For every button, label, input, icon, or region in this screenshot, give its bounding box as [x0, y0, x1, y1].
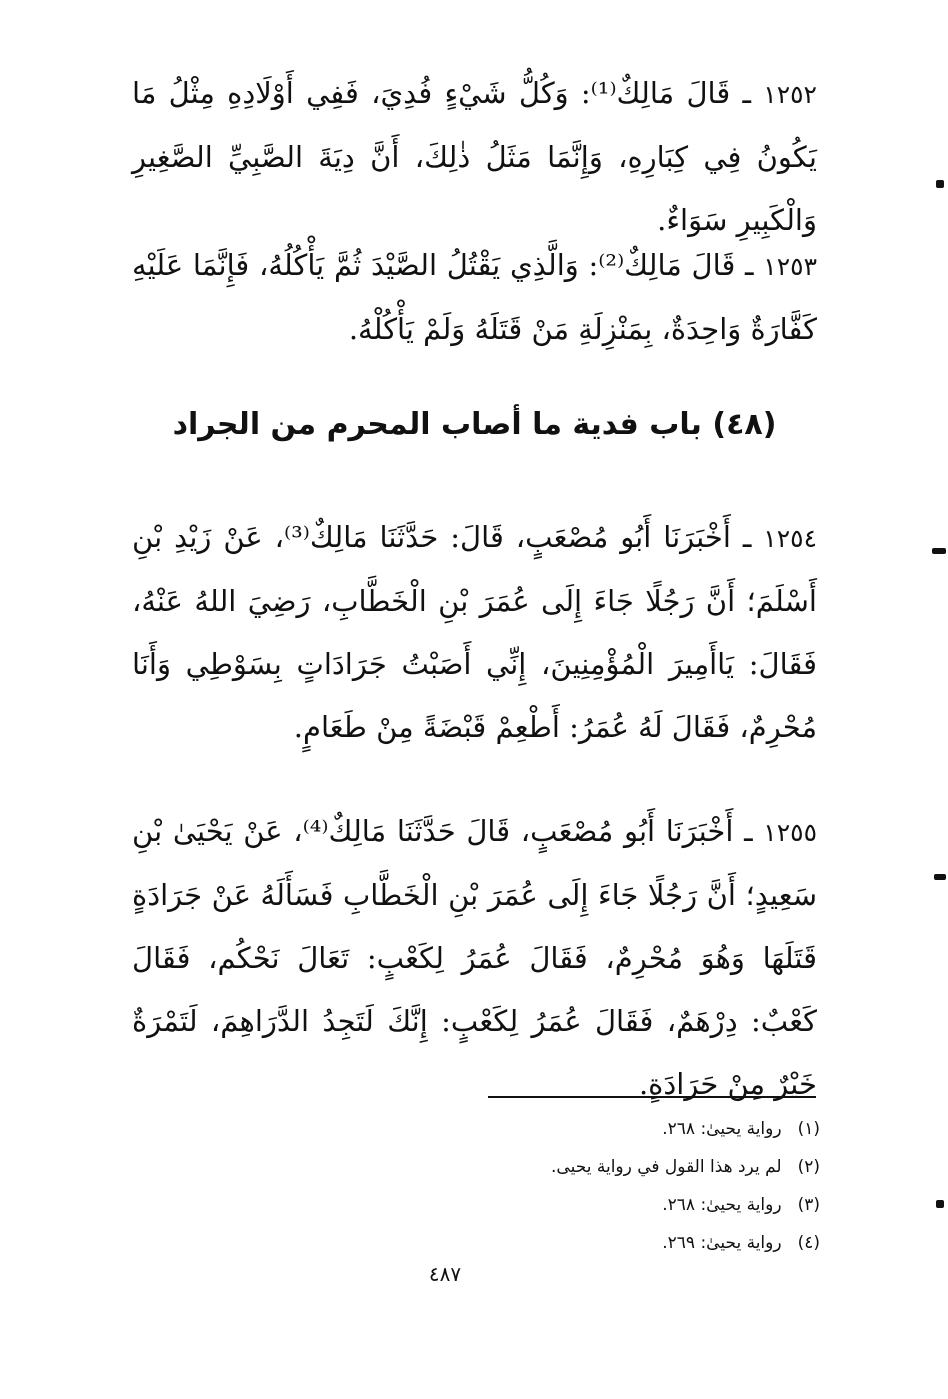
paragraph-text: ـ قَالَ مَالِكٌ⁽¹⁾: وَكُلُّ شَيْءٍ فُدِيَ، فَفِي أَوْلَادِهِ مِثْلُ مَا يَكُونُ فِي كِبَارِهِ، وَإِنَّمَا مَثَلُ ذٰلِكَ، أَنَّ دِيَةَ الصَّبِيِّ الصَّغِيرِ وَالْكَبِيرِ سَوَاءٌ. [132, 76, 817, 237]
scan-speck [936, 1200, 944, 1208]
paragraph-1253 [132, 234, 817, 361]
footnote-number: (٢) [797, 1157, 820, 1177]
footnote-text: رواية يحيىٰ: ٢٦٨. [662, 1119, 782, 1139]
footnote-number: (٣) [797, 1195, 820, 1215]
footnote-2 [551, 1154, 820, 1180]
section-heading: (٤٨) باب فدية ما أصاب المحرم من الجراد [172, 407, 777, 442]
scan-speck [932, 548, 946, 554]
footnote-number: (١) [797, 1119, 820, 1139]
paragraph-1254 [132, 506, 817, 759]
paragraph-1252 [132, 62, 817, 252]
footnote-1 [662, 1116, 820, 1142]
footnote-text: رواية يحيىٰ: ٢٦٨. [662, 1195, 782, 1215]
footnote-text: رواية يحيىٰ: ٢٦٩. [662, 1233, 782, 1253]
footnote-3 [662, 1192, 820, 1218]
page-number: ٤٨٧ [428, 1262, 462, 1286]
scan-speck [934, 874, 946, 880]
paragraph-number: ١٢٥٤ [763, 524, 818, 553]
paragraph-text: ـ قَالَ مَالِكٌ⁽²⁾: وَالَّذِي يَقْتُلُ الصَّيْدَ ثُمَّ يَأْكُلُهُ، فَإِنَّمَا عَلَيْهِ كَفَّارَةٌ وَاحِدَةٌ، بِمَنْزِلَةِ مَنْ قَتَلَهُ وَلَمْ يَأْكُلْهُ. [132, 248, 817, 346]
scan-speck [936, 180, 944, 188]
paragraph-text: ـ أَخْبَرَنَا أَبُو مُصْعَبٍ، قَالَ حَدَّثَنَا مَالِكٌ⁽⁴⁾، عَنْ يَحْيَىٰ بْنِ سَعِيدٍ؛ أَنَّ رَجُلًا جَاءَ إِلَى عُمَرَ بْنِ الْخَطَّابِ فَسَأَلَهُ عَنْ جَرَادَةٍ قَتَلَهَا وَهُوَ مُحْرِمٌ، فَقَالَ عُمَرُ لِكَعْبٍ: تَعَالَ نَحْكُم، فَقَالَ كَعْبٌ: دِرْهَمٌ، فَقَالَ عُمَرُ لِكَعْبٍ: إِنَّكَ لَتَجِدُ الدَّرَاهِمَ، لَتَمْرَةٌ خَيْرٌ مِنْ جَرَادَةٍ. [132, 814, 817, 1101]
paragraph-text: ـ أَخْبَرَنَا أَبُو مُصْعَبٍ، قَالَ: حَدَّثَنَا مَالِكٌ⁽³⁾، عَنْ زَيْدِ بْنِ أَسْلَمَ؛ أَنَّ رَجُلًا جَاءَ إِلَى عُمَرَ بْنِ الْخَطَّابِ، رَضِيَ اللهُ عَنْهُ، فَقَالَ: يَاأَمِيرَ الْمُؤْمِنِينَ، إِنِّي أَصَبْتُ جَرَادَاتٍ بِسَوْطِي وَأَنَا مُحْرِمٌ، فَقَالَ لَهُ عُمَرُ: أَطْعِمْ قَبْضَةً مِنْ طَعَامٍ. [132, 520, 817, 744]
paragraph-number: ١٢٥٣ [763, 252, 817, 281]
footnote-number: (٤) [797, 1233, 820, 1253]
paragraph-number: ١٢٥٥ [763, 818, 817, 847]
footnote-divider [488, 1096, 816, 1098]
paragraph-1255 [132, 800, 817, 1116]
paragraph-number: ١٢٥٢ [763, 80, 817, 109]
footnote-4 [662, 1230, 820, 1256]
footnote-text: لم يرد هذا القول في رواية يحيى. [551, 1157, 782, 1177]
